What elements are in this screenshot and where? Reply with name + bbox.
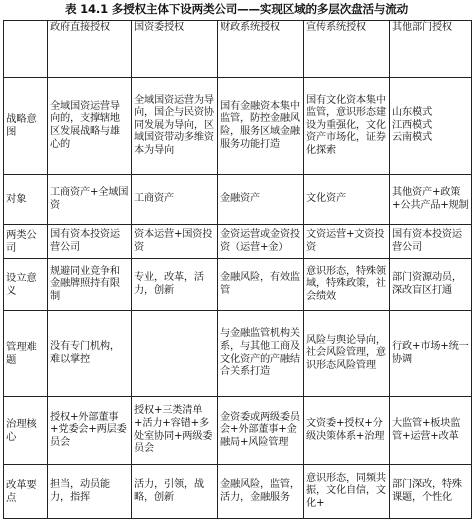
table-cell: 行政+市场+统一协调 <box>390 311 472 397</box>
table-cell: 工商资产+全域国资 <box>48 175 132 225</box>
table-cell: 其他资产+政策+公共产品+规制 <box>390 175 472 225</box>
column-header: 宣传系统授权 <box>304 21 390 78</box>
table-cell: 专业，改革，活力，创新 <box>132 259 218 311</box>
table-header-row <box>4 21 472 78</box>
table-caption: 表 14.1 多授权主体下设两类公司——实现区域的多层次盘活与流动 <box>64 2 409 16</box>
table-cell: 没有专门机构，难以掌控 <box>48 311 132 397</box>
table-cell: 担当，动员能力，指挥 <box>48 465 132 519</box>
table-cell: 国有资本投资运营公司 <box>390 225 472 259</box>
table-cell: 全域国资运营为导向，国企与民资协同发展为导向，区域国资带动多维资本为导向 <box>132 78 218 175</box>
table-cell: 部门深改，特殊课题，个性化 <box>390 465 472 519</box>
table-cell: 意识形态，特殊领域，特殊政策，社会绩效 <box>304 259 390 311</box>
table-row <box>4 311 472 397</box>
authorization-table <box>3 20 472 519</box>
table-cell <box>132 311 218 397</box>
table-cell: 山东模式 江西模式 云南模式 <box>390 78 472 175</box>
table-cell: 授权+三类清单+活力+容错+多处室协同+两级委员会 <box>132 397 218 465</box>
table-row <box>4 397 472 465</box>
row-header: 对象 <box>4 175 48 225</box>
table-cell: 大监管+板块监管+运营+改革 <box>390 397 472 465</box>
table-cell: 规避同业竞争和金融牌照持有限制 <box>48 259 132 311</box>
table-cell: 金资委或两级委员会+外部董事+金融局+风险管理 <box>218 397 304 465</box>
table-cell: 与金融监管机构关系，与其他工商及文化资产的产融结合关系打造 <box>218 311 304 397</box>
table-cell: 文化资产 <box>304 175 390 225</box>
table-row <box>4 225 472 259</box>
row-header: 两类公司 <box>4 225 48 259</box>
table-cell: 活力，引领，战略，创新 <box>132 465 218 519</box>
table-cell: 文资委+授权+分级决策体系+治理 <box>304 397 390 465</box>
column-header: 政府直接授权 <box>48 21 132 78</box>
table-cell: 国有金融资本集中监管，防控金融风险，服务区域金融服务功能打造 <box>218 78 304 175</box>
corner-cell <box>4 21 48 78</box>
table-cell: 文资运营+文资投资 <box>304 225 390 259</box>
table-cell: 金融资产 <box>218 175 304 225</box>
table-cell: 资本运营+国资投资 <box>132 225 218 259</box>
table-row <box>4 259 472 311</box>
row-header: 管理难题 <box>4 311 48 397</box>
row-header: 治理核心 <box>4 397 48 465</box>
table-row <box>4 78 472 175</box>
table-cell: 金融风险，有效监管 <box>218 259 304 311</box>
table-cell: 授权+外部董事+党委会+两层委员会 <box>48 397 132 465</box>
column-header: 财政系统授权 <box>218 21 304 78</box>
table-cell: 国有资本投资运营公司 <box>48 225 132 259</box>
row-header: 改革要点 <box>4 465 48 519</box>
column-header: 国资委授权 <box>132 21 218 78</box>
table-row <box>4 175 472 225</box>
column-header: 其他部门授权 <box>390 21 472 78</box>
row-header: 设立意义 <box>4 259 48 311</box>
table-cell: 意识形态，同频共振，文化自信，文化+ <box>304 465 390 519</box>
table-row <box>4 465 472 519</box>
table-cell: 全域国资运营导向的，支撑辖地区发展战略与雄心的 <box>48 78 132 175</box>
table-cell: 风险与舆论导向，社会风险管理，意识形态风险管理 <box>304 311 390 397</box>
table-cell: 工商资产 <box>132 175 218 225</box>
table-cell: 金资运营或金资投资（运营+金） <box>218 225 304 259</box>
row-header: 战略意图 <box>4 78 48 175</box>
table-cell: 金融风险，监管，活力，金融服务 <box>218 465 304 519</box>
table-cell: 部门资源动员，深改盲区打通 <box>390 259 472 311</box>
table-cell: 国有文化资本集中监管，意识形态建设为重强化，文化资产市场化，证券化探索 <box>304 78 390 175</box>
